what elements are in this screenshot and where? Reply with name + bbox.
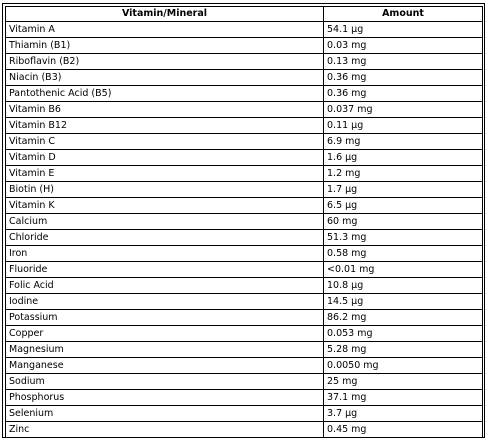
nutrient-amount: 0.45 mg (324, 422, 483, 438)
nutrient-amount: 0.36 mg (324, 70, 483, 86)
nutrient-name: Calcium (6, 214, 324, 230)
nutrient-amount: 60 mg (324, 214, 483, 230)
table-row (6, 38, 483, 54)
nutrient-amount: 3.7 µg (324, 406, 483, 422)
table-row (6, 278, 483, 294)
table-header-row (6, 7, 483, 22)
nutrient-amount: 37.1 mg (324, 390, 483, 406)
table-row (6, 310, 483, 326)
nutrient-name: Chloride (6, 230, 324, 246)
nutrient-name: Selenium (6, 406, 324, 422)
nutrient-name: Vitamin K (6, 198, 324, 214)
nutrient-amount: 0.11 µg (324, 118, 483, 134)
nutrient-amount: 0.36 mg (324, 86, 483, 102)
nutrient-amount: 0.053 mg (324, 326, 483, 342)
table-row (6, 86, 483, 102)
nutrient-amount: 86.2 mg (324, 310, 483, 326)
nutrient-amount: 6.5 µg (324, 198, 483, 214)
table-row (6, 326, 483, 342)
table-row (6, 390, 483, 406)
table-row (6, 374, 483, 390)
table-frame (2, 3, 485, 438)
header-amount: Amount (324, 7, 483, 22)
nutrient-name: Folic Acid (6, 278, 324, 294)
nutrient-amount: 10.8 µg (324, 278, 483, 294)
nutrient-name: Zinc (6, 422, 324, 438)
nutrient-name: Sodium (6, 374, 324, 390)
nutrient-name: Riboflavin (B2) (6, 54, 324, 70)
nutrient-name: Thiamin (B1) (6, 38, 324, 54)
table-row (6, 246, 483, 262)
nutrient-name: Vitamin B6 (6, 102, 324, 118)
table-row (6, 358, 483, 374)
nutrient-name: Vitamin E (6, 166, 324, 182)
table-row (6, 182, 483, 198)
table-row (6, 406, 483, 422)
nutrient-amount: 0.58 mg (324, 246, 483, 262)
table-row (6, 198, 483, 214)
nutrient-amount: 25 mg (324, 374, 483, 390)
nutrient-amount: 1.7 µg (324, 182, 483, 198)
table-row (6, 150, 483, 166)
nutrient-name: Vitamin C (6, 134, 324, 150)
table-row (6, 54, 483, 70)
nutrient-amount: 0.037 mg (324, 102, 483, 118)
table-row (6, 230, 483, 246)
table-row (6, 294, 483, 310)
nutrient-name: Manganese (6, 358, 324, 374)
nutrient-name: Magnesium (6, 342, 324, 358)
table-row (6, 102, 483, 118)
nutrient-amount: 0.0050 mg (324, 358, 483, 374)
table-row (6, 214, 483, 230)
table-row (6, 134, 483, 150)
nutrient-amount: 0.03 mg (324, 38, 483, 54)
table-row (6, 166, 483, 182)
nutrient-amount: 14.5 µg (324, 294, 483, 310)
nutrient-amount: 51.3 mg (324, 230, 483, 246)
nutrition-table (5, 6, 483, 438)
table-row (6, 118, 483, 134)
nutrient-name: Vitamin B12 (6, 118, 324, 134)
nutrient-name: Pantothenic Acid (B5) (6, 86, 324, 102)
nutrient-name: Niacin (B3) (6, 70, 324, 86)
nutrient-name: Copper (6, 326, 324, 342)
nutrient-amount: 5.28 mg (324, 342, 483, 358)
nutrient-amount: 54.1 µg (324, 22, 483, 38)
nutrient-name: Iron (6, 246, 324, 262)
table-row (6, 22, 483, 38)
nutrient-amount: 6.9 mg (324, 134, 483, 150)
nutrient-name: Biotin (H) (6, 182, 324, 198)
nutrient-name: Vitamin A (6, 22, 324, 38)
table-row (6, 262, 483, 278)
table-row (6, 422, 483, 438)
nutrient-name: Potassium (6, 310, 324, 326)
nutrient-name: Vitamin D (6, 150, 324, 166)
nutrient-amount: 1.2 mg (324, 166, 483, 182)
nutrient-name: Iodine (6, 294, 324, 310)
nutrient-amount: 1.6 µg (324, 150, 483, 166)
nutrient-name: Phosphorus (6, 390, 324, 406)
table-row (6, 342, 483, 358)
table-row (6, 70, 483, 86)
nutrient-amount: 0.13 mg (324, 54, 483, 70)
nutrient-name: Fluoride (6, 262, 324, 278)
nutrient-amount: <0.01 mg (324, 262, 483, 278)
header-vitamin-mineral: Vitamin/Mineral (6, 7, 324, 22)
